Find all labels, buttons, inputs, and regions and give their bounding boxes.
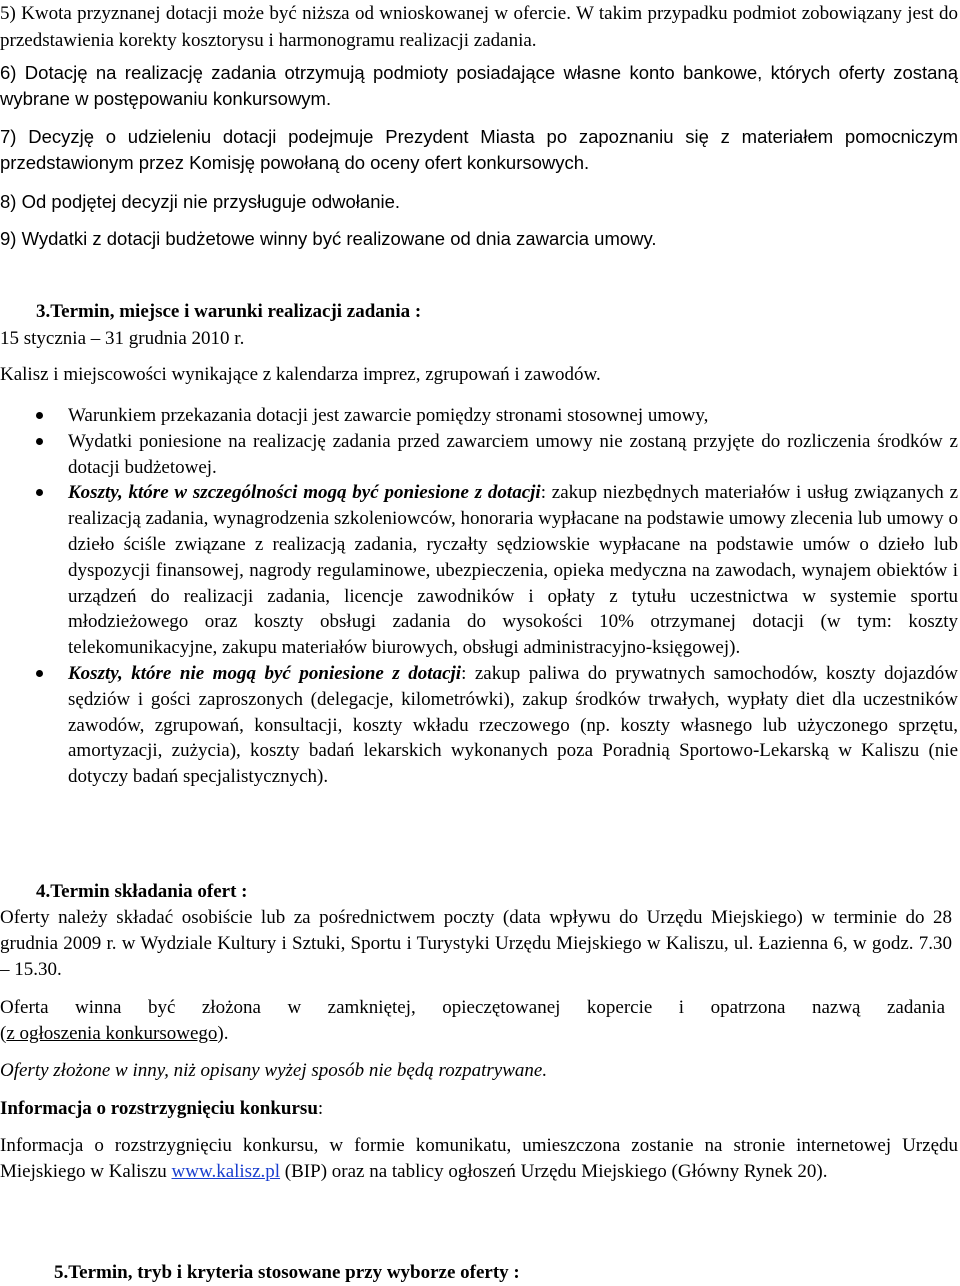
list-item (0, 661, 958, 790)
item-6: 6) Dotację na realizację zadania otrzymują podmioty posiadające własne konto bankowe, których oferty zostaną wybrane w postępowaniu konkursowym. (0, 62, 958, 109)
bullet-4-label: Koszty, które nie mogą być poniesione z dotacji (68, 662, 462, 684)
info-text-2: (BIP) oraz na tablicy ogłoszeń Urzędu Miejskiego (Główny Rynek 20). (280, 1161, 828, 1182)
para-2-main: Oferta winna być złożona w zamkniętej, opieczętowanej kopercie i opatrzona nazwą zadania (0, 997, 945, 1018)
info-text-1: Informacja o rozstrzygnięciu konkursu, w formie komunikatu, umieszczona zostanie na stronie internetowej Urzędu Miejskiego w Kaliszu (0, 1135, 958, 1182)
bullet-2-text: Wydatki poniesione na realizację zadania przed zawarciem umowy nie zostaną przyjęte do rozliczenia środków z dotacji budżetowej. (68, 430, 958, 478)
section-3-heading: 3.Termin, miejsce i warunki realizacji zadania : (36, 301, 422, 322)
bullet-3-label: Koszty, które w szczególności mogą być poniesione z dotacji (68, 482, 541, 504)
list-item (0, 429, 958, 481)
section-4-heading: 4.Termin składania ofert : (36, 881, 248, 902)
underlined-text: z ogłoszenia konkursowego (6, 1023, 218, 1044)
paren-open: ( (0, 1023, 7, 1044)
conditions-list (0, 403, 958, 790)
item-7: 7) Decyzję o udzieleniu dotacji podejmuje Prezydent Miasta po zapoznaniu się z materiałem pomocniczym przedstawionym przez Komisję powołaną do oceny ofert konkursowych. (0, 126, 958, 173)
info-heading-line (0, 1096, 958, 1122)
bullet-3-text: : zakup niezbędnych materiałów i usług związanych z realizacją zadania, wynagrodzenia szkoleniowców, honoraria wypłacane na podstawie umowy zlecenia lub umowy o dzieło ściśle związane z realizacją zadania, ryczałty sędziowskie wypłacane na podstawie umów o dzieło lub dyspozycji finansowej, nagrody regulaminowe, ubezpieczenia, opieka medyczna na zawodach, wynajem obiektów i urządzeń do realizacji zadania, licencje zawodników i opłaty z tytułu uczestnictwa w systemie sportu młodzieżowego oraz koszty obsługi zadania do wysokości 10% otrzymanej dotacji (w tym: koszty telekomunikacyjne, zakupu materiałów biurowych, obsługi administracyjno-księgowej). (68, 482, 959, 659)
info-heading: Informacja o rozstrzygnięciu konkursu (0, 1098, 318, 1119)
section-5-heading: 5.Termin, tryb i kryteria stosowane przy wyborze oferty : (54, 1262, 520, 1283)
section-4-para-3: Oferty złożone w inny, niż opisany wyżej sposób nie będą rozpatrywane. (0, 1060, 548, 1081)
paren-close: ). (217, 1023, 229, 1044)
list-item (0, 403, 958, 429)
section-4-para-1: Oferty należy składać osobiście lub za pośrednictwem poczty (data wpływu do Urzędu Miejskiego) w terminie do 28 grudnia 2009 r. w Wydziale Kultury i Sztuki, Sportu i Turystyki Urzędu Miejskiego w Kaliszu, ul. Łazienna 6, w godz. 7.30 – 15.30. (0, 907, 952, 980)
info-colon: : (317, 1098, 324, 1119)
section-3-place: Kalisz i miejscowości wynikające z kalendarza imprez, zgrupowań i zawodów. (0, 364, 601, 385)
bullet-4-text: : zakup paliwa do prywatnych samochodów, koszty dojazdów sędziów i gości zaproszonych (delegacje, kilometrówki), zakup środków trwałych, wypłaty diet dla uczestników zawodów, zgrupowań, konsultacji, koszty wkładu rzeczowego (np. koszty własnego lub użyczonego sprzętu, amortyzacji, zużycia), koszty badań lekarskich wykonanych poza Poradnią Sportowo-Lekarską w Kaliszu (nie dotyczy badań specjalistycznych). (68, 662, 958, 788)
info-paragraph (0, 1133, 958, 1185)
section-4-para-2 (0, 995, 945, 1047)
item-8: 8) Od podjętej decyzji nie przysługuje odwołanie. (0, 191, 401, 212)
kalisz-website-link[interactable]: www.kalisz.pl (171, 1161, 281, 1182)
para-2-paren (0, 1021, 945, 1047)
list-item (0, 480, 958, 661)
section-3-dates: 15 stycznia – 31 grudnia 2010 r. (0, 328, 245, 349)
item-9: 9) Wydatki z dotacji budżetowe winny być realizowane od dnia zawarcia umowy. (0, 228, 657, 249)
item-5: 5) Kwota przyznanej dotacji może być niższa od wnioskowanej w ofercie. W takim przypadku podmiot zobowiązany jest do przedstawienia korekty kosztorysu i harmonogramu realizacji zadania. (0, 3, 958, 51)
bullet-1-text: Warunkiem przekazania dotacji jest zawarcie pomiędzy stronami stosownej umowy, (68, 405, 709, 426)
